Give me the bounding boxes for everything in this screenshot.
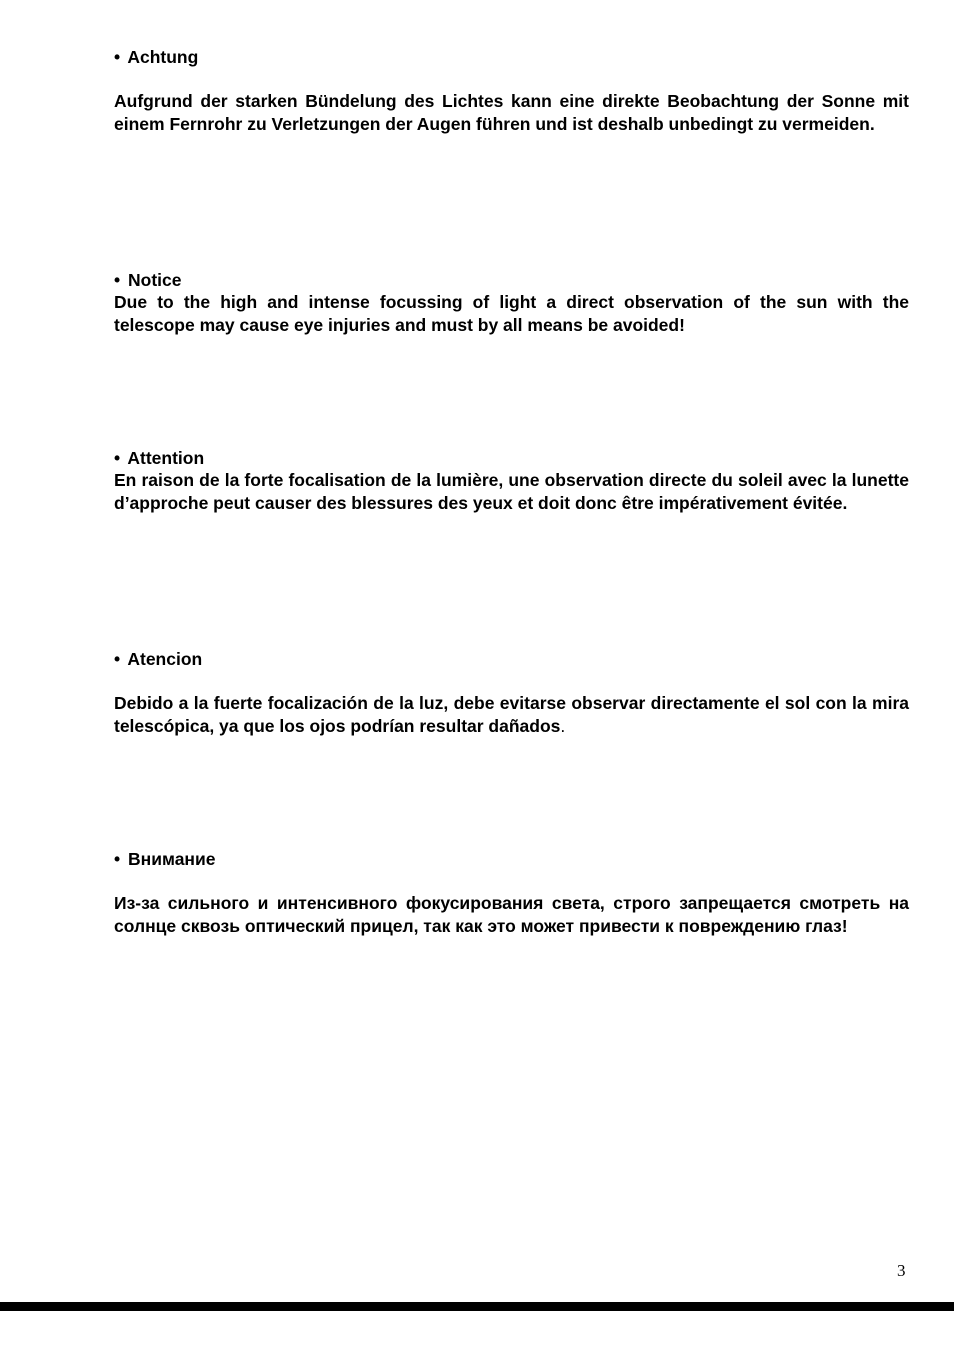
section-body: Из-за сильного и интенсивного фокусирования света, строго запрещается смотреть на солнце сквозь оптический прицел, так как это может привести к повреждению глаз!	[114, 893, 909, 936]
warning-section-german	[114, 46, 909, 135]
bullet-icon: •	[114, 649, 121, 669]
warning-section-spanish	[114, 648, 909, 737]
section-heading	[114, 447, 909, 469]
page-number: 3	[897, 1261, 906, 1280]
warning-section-russian	[114, 848, 909, 937]
section-body-text: Debido a la fuerte focalización de la luz, debe evitarse observar directamente el sol con la mira telescópica, ya que los ojos podrían resultar dañados	[114, 693, 909, 736]
section-body: Aufgrund der starken Bündelung des Lichtes kann eine direkte Beobachtung der Sonne mit einem Fernrohr zu Verletzungen der Augen führen und ist deshalb unbedingt zu vermeiden.	[114, 91, 909, 134]
section-heading	[114, 269, 909, 291]
heading-text: Внимание	[128, 849, 216, 869]
section-heading	[114, 46, 909, 68]
bullet-icon: •	[114, 448, 121, 468]
section-heading	[114, 648, 909, 670]
heading-text: Attention	[127, 448, 205, 468]
heading-text: Atencion	[127, 649, 203, 669]
footer-bar	[0, 1302, 954, 1311]
bullet-icon: •	[114, 849, 121, 869]
section-body: Due to the high and intense focussing of light a direct observation of the sun with the telescope may cause eye injuries and must by all means be avoided!	[114, 292, 909, 335]
bullet-icon: •	[114, 47, 121, 67]
warning-section-english	[114, 269, 909, 336]
warning-section-french	[114, 447, 909, 514]
heading-text: Achtung	[127, 47, 199, 67]
heading-text: Notice	[128, 270, 182, 290]
section-body: En raison de la forte focalisation de la lumière, une observation directe du soleil avec la lunette d’approche peut causer des blessures des yeux et doit donc être impérativement évitée.	[114, 470, 909, 513]
section-heading	[114, 848, 909, 870]
bullet-icon: •	[114, 270, 121, 290]
section-body	[114, 692, 909, 737]
section-body-period: .	[560, 715, 566, 736]
